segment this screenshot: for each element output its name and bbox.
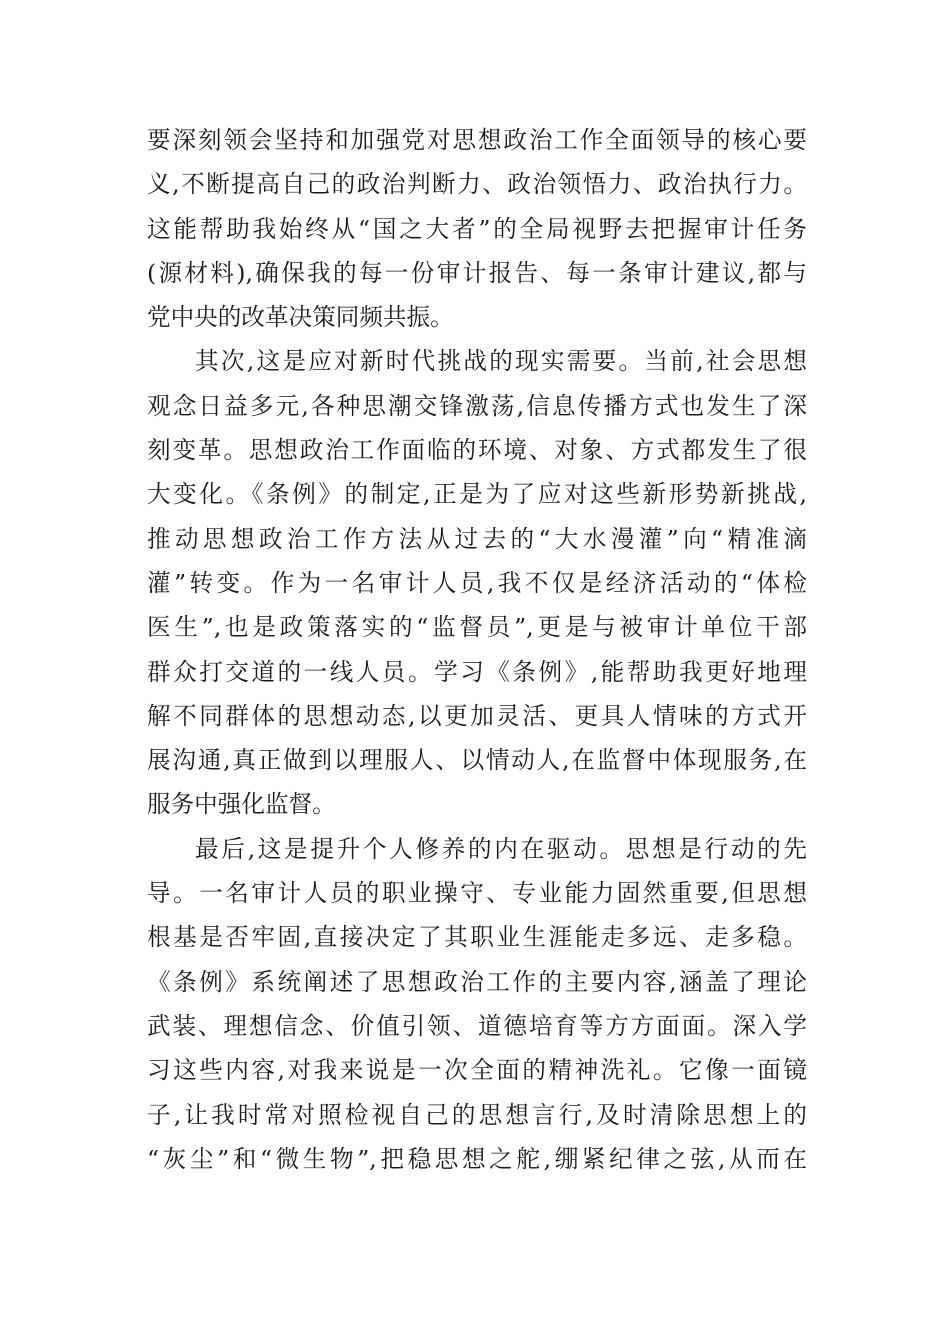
text-line: 服务中强化监督。 <box>147 790 336 819</box>
text-line: 要深刻领会坚持和加强党对思想政治工作全面领导的核心要 <box>147 126 807 154</box>
text-line: 党中央的改革决策同频共振。 <box>147 303 454 332</box>
text-line: 习这些内容,对我来说是一次全面的精神洗礼。它像一面镜 <box>147 1056 807 1085</box>
text-line: (源材料),确保我的每一份审计报告、每一条审计建议,都与 <box>147 258 807 287</box>
text-line: 观念日益多元,各种思潮交锋激荡,信息传播方式也发生了深 <box>147 391 807 420</box>
text-line: 武装、理想信念、价值引领、道德培育等方方面面。深入学 <box>147 1011 807 1040</box>
text-line: 大变化。《条例》的制定,正是为了应对这些新形势新挑战, <box>147 480 807 509</box>
text-line: 群众打交道的一线人员。学习《条例》,能帮助我更好地理 <box>147 657 807 686</box>
text-line: 灌”转变。作为一名审计人员,我不仅是经济活动的“体检 <box>147 568 807 597</box>
text-line: 义,不断提高自己的政治判断力、政治领悟力、政治执行力。 <box>147 170 807 199</box>
text-line: 《条例》系统阐述了思想政治工作的主要内容,涵盖了理论 <box>147 967 807 996</box>
text-line: 解不同群体的思想动态,以更加灵活、更具人情味的方式开 <box>147 701 807 730</box>
text-line: 这能帮助我始终从“国之大者”的全局视野去把握审计任务 <box>147 214 807 243</box>
document-body <box>147 118 807 1181</box>
text-line: 推动思想政治工作方法从过去的“大水漫灌”向“精准滴 <box>147 524 807 553</box>
text-line: 最后,这是提升个人修养的内在驱动。思想是行动的先 <box>195 834 807 863</box>
text-line: 医生”,也是政策落实的“监督员”,更是与被审计单位干部 <box>147 613 807 642</box>
text-line: 刻变革。思想政治工作面临的环境、对象、方式都发生了很 <box>147 436 807 465</box>
text-line: 子,让我时常对照检视自己的思想言行,及时清除思想上的 <box>147 1100 807 1129</box>
text-line: 其次,这是应对新时代挑战的现实需要。当前,社会思想 <box>195 347 807 376</box>
text-line: 导。一名审计人员的职业操守、专业能力固然重要,但思想 <box>147 879 807 908</box>
text-line: “灰尘”和“微生物”,把稳思想之舵,绷紧纪律之弦,从而在 <box>147 1144 807 1173</box>
text-line: 展沟通,真正做到以理服人、以情动人,在监督中体现服务,在 <box>147 746 807 775</box>
text-line: 根基是否牢固,直接决定了其职业生涯能走多远、走多稳。 <box>147 923 807 952</box>
